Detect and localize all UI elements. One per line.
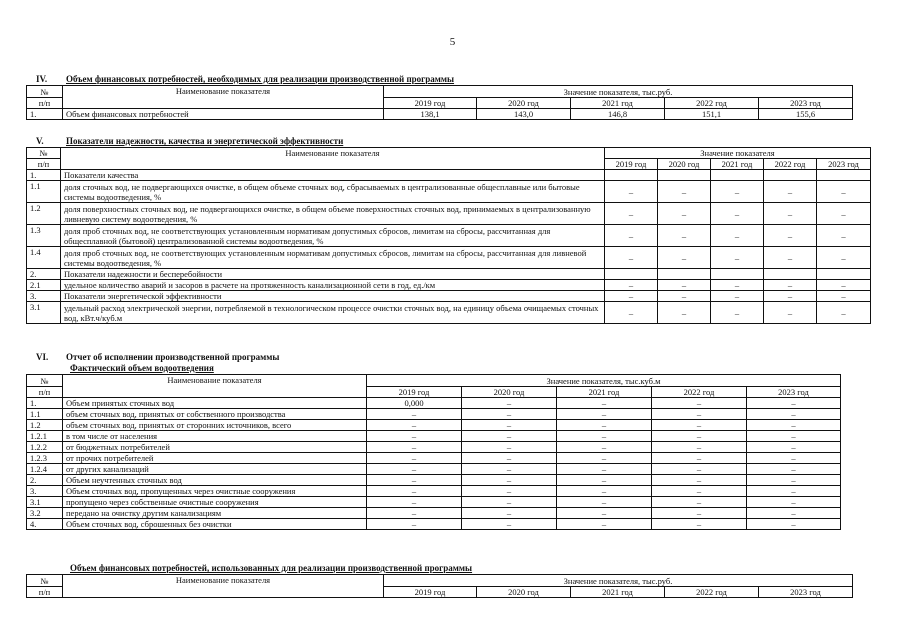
row-value: 138,1 (384, 109, 477, 120)
table-row (27, 519, 841, 530)
reliability-table (26, 147, 871, 324)
row-number: 1.2 (27, 420, 63, 431)
table-row (27, 508, 841, 519)
year-header: 2023 год (817, 159, 871, 170)
table-row (27, 109, 853, 120)
section-4-title: Объем финансовых потребностей, необходимых для реализации производственной программы (66, 74, 455, 84)
year-header: 2023 год (759, 98, 853, 109)
row-name: Объем финансовых потребностей (63, 109, 384, 120)
table-row (27, 291, 871, 302)
row-value: – (764, 280, 817, 291)
row-number: 1. (27, 109, 63, 120)
table-row (27, 453, 841, 464)
year-header: 2019 год (384, 587, 477, 598)
row-name: доля проб сточных вод, не соответствующих установленным нормативам допустимых сбросов, лимитам на сбросы, рассчитанная для общесплавной (бытовой) централизованной системы водоотведения, % (61, 225, 605, 247)
row-value: – (658, 291, 711, 302)
row-value: – (557, 508, 652, 519)
year-header: 2019 год (384, 98, 477, 109)
row-value: – (557, 431, 652, 442)
col-name-header: Наименование показателя (61, 148, 605, 170)
row-value: – (367, 519, 462, 530)
row-number: 1.2.3 (27, 453, 63, 464)
row-name: от других канализаций (63, 464, 367, 475)
table-row (27, 497, 841, 508)
row-value (658, 170, 711, 181)
row-value: – (367, 486, 462, 497)
year-header: 2021 год (571, 587, 665, 598)
row-value: – (652, 486, 747, 497)
row-value: – (462, 464, 557, 475)
row-value: – (462, 497, 557, 508)
row-value (711, 269, 764, 280)
col-value-header: Значение показателя, тыс.руб. (384, 86, 853, 98)
row-value: – (462, 442, 557, 453)
row-value: – (764, 247, 817, 269)
row-value: – (652, 420, 747, 431)
col-value-header: Значение показателя (605, 148, 871, 159)
section-6-subtitle: Фактический объем водоотведения (70, 363, 214, 373)
col-num-header-2: п/п (27, 98, 63, 109)
section-5-heading (26, 136, 871, 147)
row-value: – (764, 203, 817, 225)
row-value: – (652, 453, 747, 464)
row-value: – (462, 420, 557, 431)
section-6 (26, 352, 841, 530)
row-value: – (652, 508, 747, 519)
row-number: 3.2 (27, 508, 63, 519)
row-value: – (557, 409, 652, 420)
row-value: – (367, 409, 462, 420)
row-value: – (367, 497, 462, 508)
table-row (27, 398, 841, 409)
row-value: – (817, 181, 871, 203)
table-row (27, 442, 841, 453)
row-value: 143,0 (477, 109, 571, 120)
row-value: – (747, 508, 841, 519)
row-value: – (658, 225, 711, 247)
row-number: 1. (27, 170, 61, 181)
row-value: – (747, 464, 841, 475)
row-value: – (652, 497, 747, 508)
row-value (658, 269, 711, 280)
row-name: Показатели надежности и бесперебойности (61, 269, 605, 280)
row-value: – (764, 291, 817, 302)
row-value: – (605, 247, 658, 269)
row-value: – (711, 225, 764, 247)
row-value: – (747, 453, 841, 464)
row-number: 2.1 (27, 280, 61, 291)
row-value: – (462, 475, 557, 486)
row-value: – (658, 247, 711, 269)
row-value: – (658, 280, 711, 291)
row-value: – (557, 464, 652, 475)
row-number: 1.2.2 (27, 442, 63, 453)
row-value: – (462, 453, 557, 464)
table-row (27, 431, 841, 442)
row-value (605, 170, 658, 181)
row-value: – (605, 291, 658, 302)
row-value: – (747, 398, 841, 409)
row-value: – (747, 409, 841, 420)
table-row (27, 486, 841, 497)
row-name: пропущено через собственные очистные сооружения (63, 497, 367, 508)
table-row (27, 464, 841, 475)
row-value: – (605, 181, 658, 203)
col-num-header: № (27, 575, 63, 587)
row-value (817, 170, 871, 181)
row-value: – (367, 464, 462, 475)
row-number: 3.1 (27, 302, 61, 324)
row-value: – (652, 475, 747, 486)
section-6-number: VI. (36, 352, 49, 362)
table-row (27, 302, 871, 324)
row-value: – (817, 280, 871, 291)
row-name: от прочих потребителей (63, 453, 367, 464)
year-header: 2023 год (759, 587, 853, 598)
row-name: удельное количество аварий и засоров в расчете на протяженность канализационной сети в год, ед./км (61, 280, 605, 291)
table-row (27, 475, 841, 486)
row-value: – (557, 420, 652, 431)
table-row (27, 203, 871, 225)
table-row (27, 280, 871, 291)
row-value: – (747, 442, 841, 453)
year-header: 2023 год (747, 387, 841, 398)
row-number: 1.2.4 (27, 464, 63, 475)
section-4 (26, 74, 853, 120)
year-header: 2019 год (367, 387, 462, 398)
table-row (27, 181, 871, 203)
table-row (27, 420, 841, 431)
row-value: – (462, 398, 557, 409)
year-header: 2020 год (477, 587, 571, 598)
row-name: Объем сточных вод, пропущенных через очистные сооружения (63, 486, 367, 497)
row-name: доля проб сточных вод, не соответствующих установленным нормативам допустимых сбросов, лимитам на сбросы, рассчитанная для ливневой системы водоотведения, % (61, 247, 605, 269)
row-number: 1.2 (27, 203, 61, 225)
row-value: – (605, 302, 658, 324)
year-header: 2022 год (665, 98, 759, 109)
row-number: 1.1 (27, 181, 61, 203)
row-name: от бюджетных потребителей (63, 442, 367, 453)
row-value: – (711, 280, 764, 291)
col-name-header: Наименование показателя (63, 575, 384, 598)
year-header: 2021 год (711, 159, 764, 170)
row-name: в том числе от населения (63, 431, 367, 442)
col-name-header: Наименование показателя (63, 86, 384, 109)
col-num-header-2: п/п (27, 587, 63, 598)
wastewater-volume-table (26, 374, 841, 530)
row-value: – (652, 409, 747, 420)
col-value-header: Значение показателя, тыс.руб. (384, 575, 853, 587)
row-name: передано на очистку другим канализациям (63, 508, 367, 519)
row-value: – (817, 225, 871, 247)
row-value (764, 170, 817, 181)
section-5-number: V. (36, 136, 44, 146)
row-value: – (367, 431, 462, 442)
row-value: – (658, 181, 711, 203)
row-value: – (764, 302, 817, 324)
row-number: 2. (27, 475, 63, 486)
row-value: – (367, 508, 462, 519)
financial-needs-table (26, 85, 853, 120)
row-value: – (764, 225, 817, 247)
row-value: – (747, 497, 841, 508)
row-value: – (462, 519, 557, 530)
table-row (27, 247, 871, 269)
year-header: 2020 год (462, 387, 557, 398)
section-4-number: IV. (36, 74, 48, 84)
row-value: – (605, 280, 658, 291)
section-7 (26, 563, 853, 598)
row-value: – (747, 475, 841, 486)
row-number: 1.2.1 (27, 431, 63, 442)
row-value: 155,6 (759, 109, 853, 120)
section-5-title: Показатели надежности, качества и энергетической эффективности (66, 136, 344, 146)
section-6-heading (26, 352, 841, 363)
col-num-header-2: п/п (27, 387, 63, 398)
row-value: – (367, 453, 462, 464)
row-value: – (764, 181, 817, 203)
row-name: Показатели энергетической эффективности (61, 291, 605, 302)
row-value: – (817, 203, 871, 225)
row-number: 1.1 (27, 409, 63, 420)
row-value: – (367, 475, 462, 486)
row-number: 4. (27, 519, 63, 530)
row-name: объем сточных вод, принятых от сторонних источников, всего (63, 420, 367, 431)
row-value: – (747, 486, 841, 497)
col-value-header: Значение показателя, тыс.куб.м (367, 375, 841, 387)
row-name: Объем принятых сточных вод (63, 398, 367, 409)
row-value: – (557, 442, 652, 453)
row-value: – (367, 420, 462, 431)
row-number: 3. (27, 486, 63, 497)
year-header: 2020 год (477, 98, 571, 109)
row-name: доля поверхностных сточных вод, не подвергающихся очистке, в общем объеме поверхностных сточных вод, принимаемых в централизованную ливневую систему водоотведения, % (61, 203, 605, 225)
table-row (27, 269, 871, 280)
section-7-title: Объем финансовых потребностей, использованных для реализации производственной программы (70, 563, 473, 573)
row-value: – (557, 497, 652, 508)
row-value (605, 269, 658, 280)
row-name: удельный расход электрической энергии, потребляемой в технологическом процессе очистки сточных вод, на единицу объема очищаемых сточных вод, кВт.ч/куб.м (61, 302, 605, 324)
row-value: 151,1 (665, 109, 759, 120)
row-value: – (711, 181, 764, 203)
row-value: – (462, 409, 557, 420)
row-value (711, 170, 764, 181)
col-num-header: № (27, 375, 63, 387)
row-value: 0,000 (367, 398, 462, 409)
row-value: – (747, 420, 841, 431)
row-name: объем сточных вод, принятых от собственного производства (63, 409, 367, 420)
row-value: – (652, 519, 747, 530)
year-header: 2022 год (665, 587, 759, 598)
row-number: 1.3 (27, 225, 61, 247)
row-number: 1. (27, 398, 63, 409)
row-value: – (658, 203, 711, 225)
row-value: – (557, 453, 652, 464)
row-value: – (711, 203, 764, 225)
row-value: – (658, 302, 711, 324)
row-value: – (367, 442, 462, 453)
col-num-header: № (27, 86, 63, 98)
row-value: – (462, 431, 557, 442)
row-name: доля сточных вод, не подвергающихся очистке, в общем объеме сточных вод, сбрасываемых в централизованные общесплавные или бытовые системы водоотведения, % (61, 181, 605, 203)
year-header: 2021 год (557, 387, 652, 398)
row-value: – (747, 431, 841, 442)
row-value: – (605, 203, 658, 225)
section-5 (26, 136, 871, 324)
col-name-header: Наименование показателя (63, 375, 367, 398)
row-number: 2. (27, 269, 61, 280)
year-header: 2020 год (658, 159, 711, 170)
row-value: – (817, 247, 871, 269)
row-value: – (557, 519, 652, 530)
row-value: – (652, 464, 747, 475)
row-value: – (711, 291, 764, 302)
row-value: – (652, 398, 747, 409)
year-header: 2019 год (605, 159, 658, 170)
row-value (764, 269, 817, 280)
page-number: 5 (449, 36, 456, 48)
row-name: Объем неучтенных сточных вод (63, 475, 367, 486)
row-value: – (557, 475, 652, 486)
section-6-title: Отчет об исполнении производственной программы (66, 352, 280, 362)
row-name: Показатели качества (61, 170, 605, 181)
row-value: – (652, 431, 747, 442)
row-value: – (652, 442, 747, 453)
row-value: – (605, 225, 658, 247)
row-value: – (817, 302, 871, 324)
row-value: – (747, 519, 841, 530)
financial-used-table (26, 574, 853, 598)
year-header: 2022 год (652, 387, 747, 398)
row-value: 146,8 (571, 109, 665, 120)
row-value: – (557, 398, 652, 409)
row-number: 1.4 (27, 247, 61, 269)
col-num-header-2: п/п (27, 159, 61, 170)
section-4-heading (26, 74, 853, 85)
row-name: Объем сточных вод, сброшенных без очистки (63, 519, 367, 530)
row-value: – (817, 291, 871, 302)
year-header: 2021 год (571, 98, 665, 109)
wastewater-volume-rows (27, 398, 841, 530)
row-number: 3.1 (27, 497, 63, 508)
table-row (27, 170, 871, 181)
row-value: – (557, 486, 652, 497)
row-value: – (711, 247, 764, 269)
year-header: 2022 год (764, 159, 817, 170)
row-value: – (711, 302, 764, 324)
row-value: – (462, 486, 557, 497)
table-row (27, 225, 871, 247)
col-num-header: № (27, 148, 61, 159)
row-value: – (462, 508, 557, 519)
table-row (27, 409, 841, 420)
row-number: 3. (27, 291, 61, 302)
row-value (817, 269, 871, 280)
